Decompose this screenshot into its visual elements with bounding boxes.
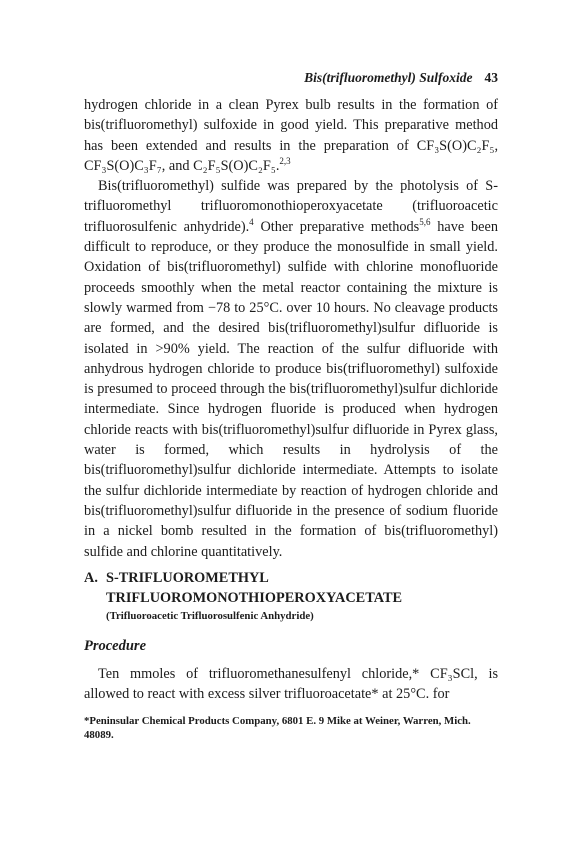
paragraph-2-rest: have been difficult to reproduce, or they produce the monosulfide in small yield. Oxidation of bis(trifluoromethyl) sulfide with chlorine monofluoride proceeds smoothly when the metal reactor containing the mixture is slowly warmed from −78 to 25°C. over 10 hours. No cleavage products are formed, and the desired bis(trifluoromethyl)sulfur difluoride is isolated in >90% yield. The reaction of the sulfur difluoride with anhydrous hydrogen chloride to produce bis(trifluoromethyl) sulfoxide is presumed to proceed through the bis(trifluoromethyl)sulfur dichloride intermediate. Since hydrogen fluoride is produced when hydrogen chloride reacts with bis(trifluoromethyl)sulfur difluoride in Pyrex glass, water is formed, which results in hydrolysis of the bis(trifluoromethyl)sulfur dichloride intermediate. Attempts to isolate the sulfur dichloride intermediate by reaction of hydrogen chloride and bis(trifluoromethyl)sulfur difluoride in the presence of sodium fluoride in a nickel bomb resulted in the formation of bis(trifluoromethyl) sulfide and chlorine quantitatively. (84, 218, 498, 560)
procedure-text (84, 664, 498, 705)
section-subtitle: (Trifluoroacetic Trifluorosulfenic Anhydride) (106, 610, 314, 622)
procedure-heading: Procedure (84, 638, 147, 654)
formula-cf3soc2f5: CF₃S(O)C₂F₅ (416, 137, 495, 154)
section-title-line-1: S-TRIFLUOROMETHYL (106, 570, 269, 586)
paragraph-2 (84, 176, 498, 562)
section-letter: A. (84, 570, 98, 586)
page-number: 43 (484, 70, 498, 85)
formula-cf3scl: CF₃SCl (430, 666, 475, 682)
paragraph-2-other: Other preparative methods (260, 218, 420, 235)
formula-cf3soc3f7: CF₃S(O)C₃F₇ (84, 157, 162, 174)
reference-4: 4 (249, 216, 254, 227)
paragraph-1-text: hydrogen chloride in a clean Pyrex bulb results in the formation of bis(trifluoromethyl) sulfoxide in good yield. This preparative method has been extended and results in the preparation of (84, 97, 498, 154)
formula-and: and (168, 157, 190, 174)
body-text (84, 95, 498, 562)
section-title-line-2: TRIFLUOROMONOTHIOPEROXYACETATE (106, 590, 403, 606)
running-title: Bis(trifluoromethyl) Sulfoxide (304, 70, 473, 85)
procedure-text-start: Ten mmoles of trifluoromethanesulfenyl chloride,* (98, 666, 420, 682)
formula-c2f5soc2f5: C₂F₅S(O)C₂F₅ (193, 157, 276, 174)
procedure-text-end: , is allowed to react with excess silver trifluoroacetate* at 25°C. for (84, 666, 499, 703)
paragraph-2-intro: Bis(trifluoromethyl) sulfide was prepared by the photolysis of S-trifluoromethyl trifluoromonothioperoxyacetate (trifluoroacetic trifluorosulfenic anhydride). (84, 178, 498, 235)
page-header (84, 70, 498, 86)
paragraph-1: hydrogen chloride in a clean Pyrex bulb results in the formation of bis(trifluoromethyl) sulfoxide in good yield. This preparative method has been extended and results in the preparation of CF₃S(O)C₂F₅, CF₃S(O)C₃F₇, and C₂F₅S(O)C₂F₅.$^{2,3}$ (84, 97, 499, 174)
section-heading (84, 568, 498, 608)
footnote: *Peninsular Chemical Products Company, 6801 E. 9 Mike at Weiner, Warren, Mich. 48089. (84, 715, 471, 741)
reference-2-3: 2,3 (279, 155, 291, 166)
section-title (106, 568, 498, 608)
reference-5-6: 5,6 (419, 216, 431, 227)
section-a (84, 568, 498, 624)
